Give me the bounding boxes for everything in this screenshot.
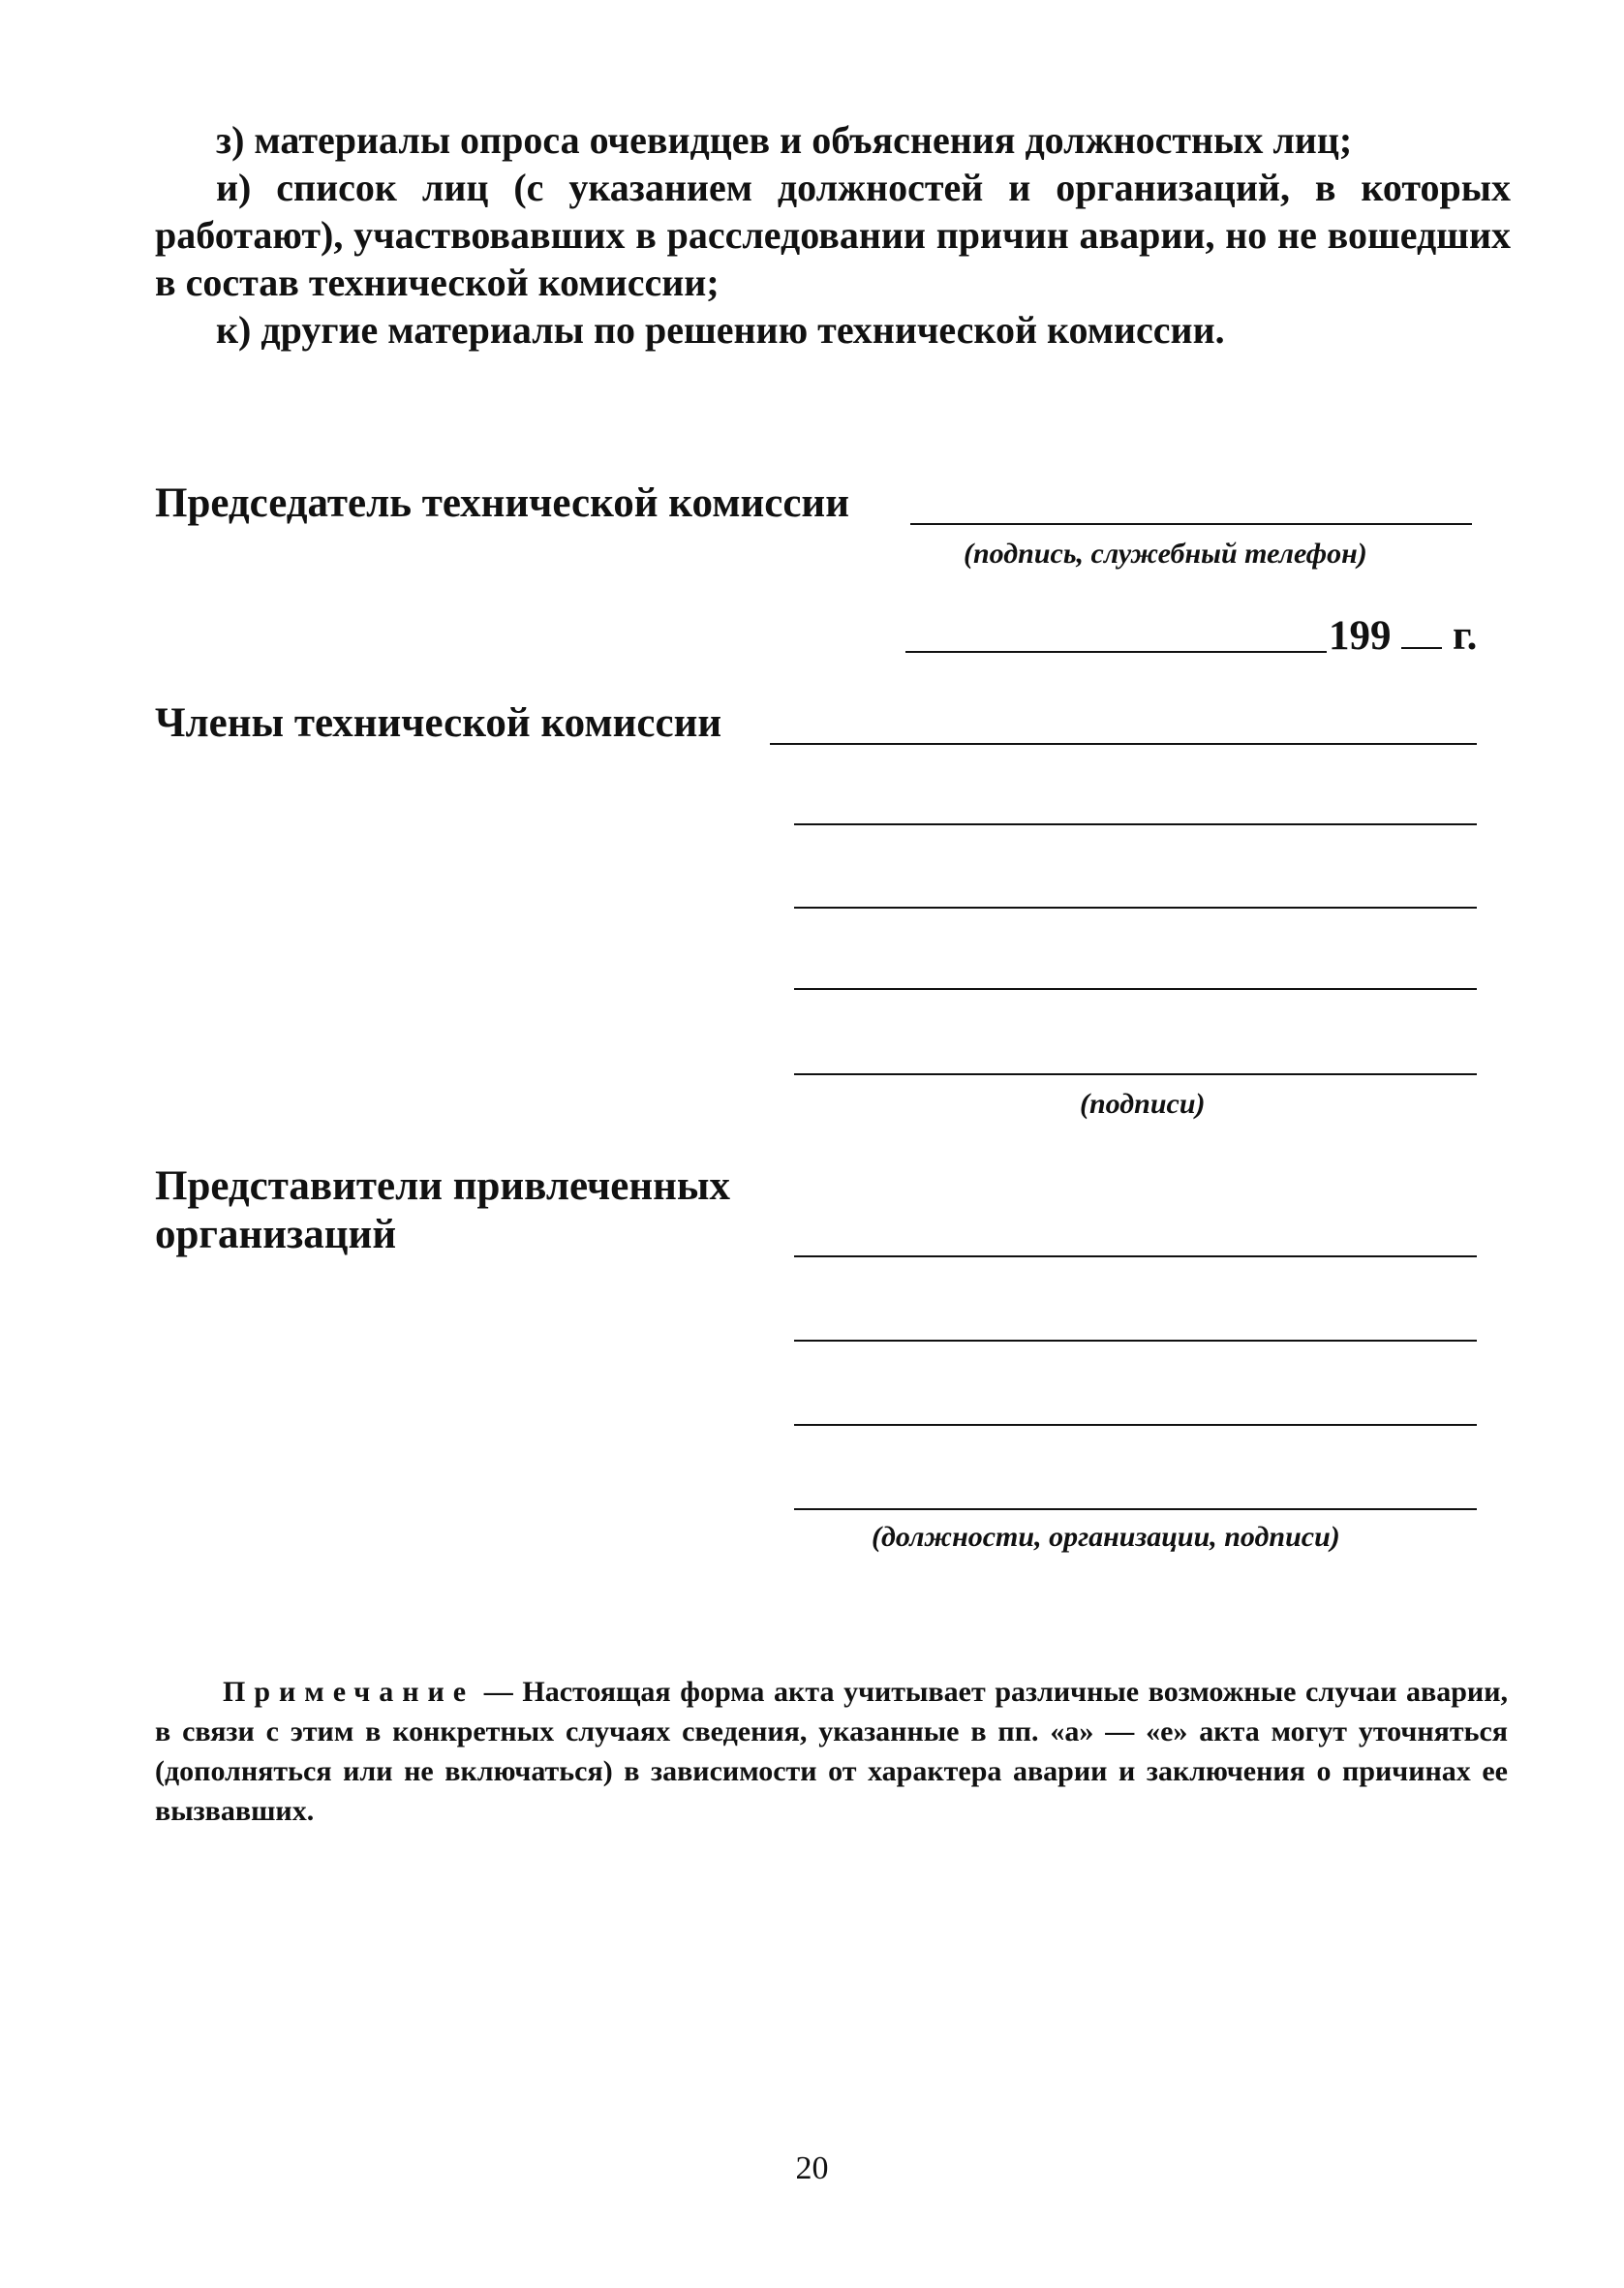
list-item-i: и) список лиц (с указанием должностей и организаций, в которых работают), участвовавших в расследовании причин аварии, но не вошедших в состав технической комиссии; bbox=[155, 166, 1511, 304]
date-day-month-line bbox=[905, 651, 1327, 653]
representatives-signature-line-3 bbox=[794, 1424, 1477, 1426]
list-item-z: з) материалы опроса очевидцев и объяснения должностных лиц; bbox=[216, 118, 1353, 162]
representatives-signature-line-2 bbox=[794, 1340, 1477, 1342]
chairman-label: Председатель технической комиссии bbox=[155, 480, 849, 526]
list-item-k: к) другие материалы по решению технической комиссии. bbox=[216, 308, 1225, 352]
date-year-suffix: г. bbox=[1453, 613, 1478, 659]
chairman-caption: (подпись, служебный телефон) bbox=[964, 538, 1367, 570]
representatives-caption: (должности, организации, подписи) bbox=[872, 1521, 1340, 1553]
members-signature-line-1 bbox=[770, 743, 1477, 745]
representatives-label: Представители привлеченных организаций bbox=[155, 1163, 730, 1257]
representatives-signature-line-1 bbox=[794, 1255, 1477, 1257]
date-year-field bbox=[1329, 612, 1477, 660]
date-year-prefix: 199 bbox=[1329, 613, 1392, 659]
footnote bbox=[155, 1672, 1508, 1831]
date-year-blank bbox=[1401, 618, 1442, 649]
note-heading: Примечание bbox=[223, 1676, 475, 1708]
members-label: Члены технической комиссии bbox=[155, 700, 722, 746]
members-signature-line-5 bbox=[794, 1073, 1477, 1075]
members-signature-line-2 bbox=[794, 823, 1477, 825]
chairman-signature-line bbox=[910, 523, 1472, 525]
note-text: — Настоящая форма акта учитывает различные возможные случаи аварии, в связи с этим в конкретных случаях сведения, указанные в пп. «а» — «е» акта могут уточняться (дополняться или не включаться) в зависимости от характера аварии и заключения о причинах ее вызвавших. bbox=[155, 1676, 1508, 1827]
materials-list bbox=[155, 116, 1511, 354]
members-signature-line-3 bbox=[794, 907, 1477, 909]
representatives-signature-line-4 bbox=[794, 1508, 1477, 1510]
members-signature-line-4 bbox=[794, 988, 1477, 990]
members-caption: (подписи) bbox=[1080, 1088, 1206, 1120]
page-number: 20 bbox=[795, 2150, 829, 2186]
